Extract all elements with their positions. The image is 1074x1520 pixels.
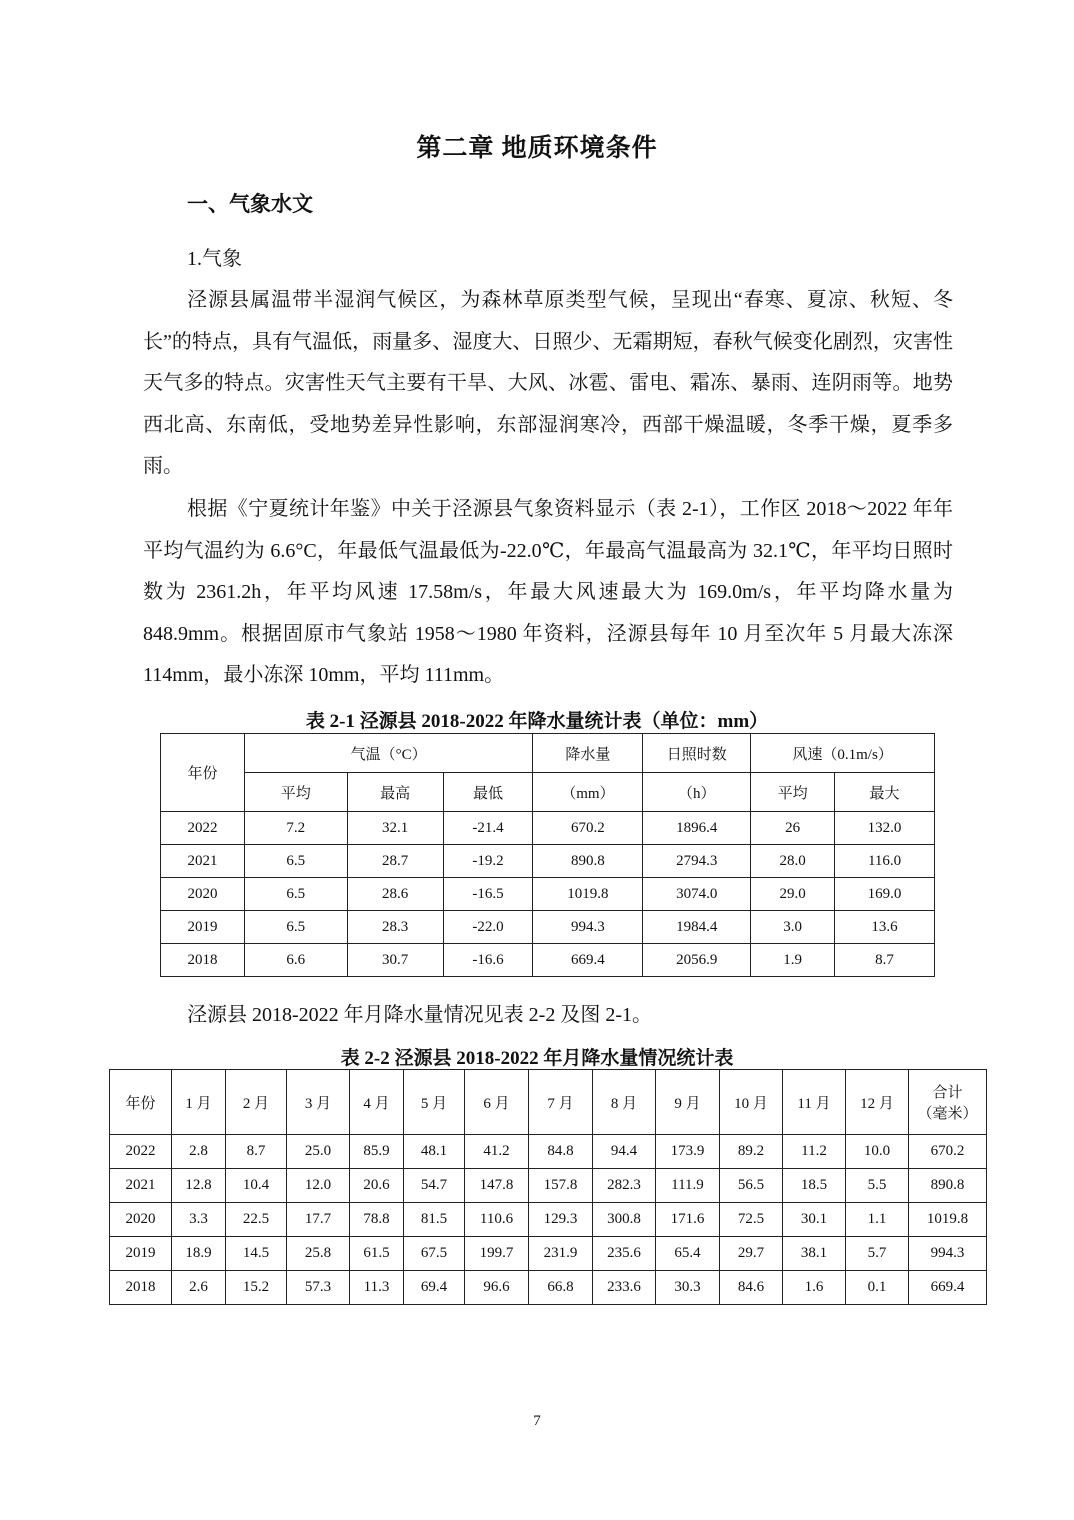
value-cell: 22.5 [226, 1203, 287, 1237]
value-cell: 670.2 [533, 812, 643, 845]
header-temp-avg: 平均 [244, 773, 347, 812]
value-cell: 30.1 [783, 1203, 846, 1237]
value-cell: 67.5 [404, 1237, 465, 1271]
header-month: 2 月 [226, 1070, 287, 1135]
value-cell: 169.0 [835, 878, 935, 911]
header-sunshine: 日照时数 [643, 734, 751, 773]
table1-body [161, 812, 935, 977]
value-cell: 96.6 [465, 1271, 529, 1305]
header-temperature: 气温（°C） [244, 734, 533, 773]
year-cell: 2019 [110, 1237, 172, 1271]
value-cell: 78.8 [350, 1203, 404, 1237]
year-cell: 2020 [110, 1203, 172, 1237]
year-cell: 2021 [161, 845, 245, 878]
value-cell: 235.6 [593, 1237, 656, 1271]
value-cell: 25.0 [287, 1135, 350, 1169]
value-cell: 116.0 [835, 845, 935, 878]
chapter-title: 第二章 地质环境条件 [416, 135, 658, 162]
value-cell: -22.0 [443, 911, 533, 944]
table-row [161, 878, 935, 911]
value-cell: 7.2 [244, 812, 347, 845]
header-month: 3 月 [287, 1070, 350, 1135]
value-cell: 5.5 [846, 1169, 909, 1203]
value-cell: 147.8 [465, 1169, 529, 1203]
value-cell: 72.5 [720, 1203, 783, 1237]
table2-body [110, 1135, 987, 1305]
value-cell: 1896.4 [643, 812, 751, 845]
value-cell: 94.4 [593, 1135, 656, 1169]
header-month: 9 月 [656, 1070, 720, 1135]
table-row [110, 1135, 987, 1169]
header-month: 11 月 [783, 1070, 846, 1135]
value-cell: 11.2 [783, 1135, 846, 1169]
paragraph-monthly-ref: 泾源县 2018-2022 年月降水量情况见表 2-2 及图 2-1。 [187, 1004, 652, 1026]
table-row [161, 944, 935, 977]
value-cell: 48.1 [404, 1135, 465, 1169]
header-temp-max: 最高 [347, 773, 443, 812]
header-month: 12 月 [846, 1070, 909, 1135]
value-cell: 41.2 [465, 1135, 529, 1169]
value-cell: 8.7 [226, 1135, 287, 1169]
paragraph-climate: 泾源县属温带半湿润气候区，为森林草原类型气候，呈现出“春寒、夏凉、秋短、冬长”的特点，具有气温低，雨量多、湿度大、日照少、无霜期短，春秋气候变化剧烈，灾害性天气多的特点。灾害性天气主要有干旱、大风、冰雹、雷电、霜冻、暴雨、连阴雨等。地势西北高、东南低，受地势差异性影响，东部湿润寒冷，西部干燥温暖，冬季干燥，夏季多雨。 [143, 289, 953, 477]
year-cell: 2022 [110, 1135, 172, 1169]
value-cell: 66.8 [529, 1271, 593, 1305]
value-cell: -19.2 [443, 845, 533, 878]
value-cell: 1019.8 [533, 878, 643, 911]
header-month: 5 月 [404, 1070, 465, 1135]
value-cell: 199.7 [465, 1237, 529, 1271]
total-cell: 670.2 [909, 1135, 987, 1169]
value-cell: 3074.0 [643, 878, 751, 911]
value-cell: 8.7 [835, 944, 935, 977]
value-cell: 38.1 [783, 1237, 846, 1271]
value-cell: 14.5 [226, 1237, 287, 1271]
table-row [161, 911, 935, 944]
value-cell: -16.5 [443, 878, 533, 911]
header-sunshine-unit: （h） [643, 773, 751, 812]
value-cell: 10.0 [846, 1135, 909, 1169]
value-cell: 25.8 [287, 1237, 350, 1271]
value-cell: 6.5 [244, 911, 347, 944]
value-cell: 3.3 [172, 1203, 226, 1237]
header-total-label: 合计 [932, 1085, 963, 1101]
paragraph-statistics: 根据《宁夏统计年鉴》中关于泾源县气象资料显示（表 2-1），工作区 2018～2022 年年平均气温约为 6.6°C，年最低气温最低为-22.0℃，年最高气温最高为 32.1℃，年平均日照时数为 2361.2h，年平均风速 17.58m/s，年最大风速最大为 169.0m/s，年平均降水量为 848.9mm。根据固原市气象站 1958～1980 年资料，泾源县每年 10 月至次年 5 月最大冻深 114mm，最小冻深 10mm，平均 111mm。 [143, 498, 953, 686]
value-cell: 32.1 [347, 812, 443, 845]
table1-climate-stats [160, 733, 935, 977]
value-cell: 57.3 [287, 1271, 350, 1305]
value-cell: 15.2 [226, 1271, 287, 1305]
value-cell: -21.4 [443, 812, 533, 845]
year-cell: 2021 [110, 1169, 172, 1203]
value-cell: 61.5 [350, 1237, 404, 1271]
header-month: 10 月 [720, 1070, 783, 1135]
value-cell: 1.9 [751, 944, 835, 977]
header-month: 1 月 [172, 1070, 226, 1135]
value-cell: 20.6 [350, 1169, 404, 1203]
total-cell: 669.4 [909, 1271, 987, 1305]
year-cell: 2018 [110, 1271, 172, 1305]
value-cell: 282.3 [593, 1169, 656, 1203]
header-month: 6 月 [465, 1070, 529, 1135]
value-cell: 69.4 [404, 1271, 465, 1305]
header-precip-unit: （mm） [533, 773, 643, 812]
year-cell: 2020 [161, 878, 245, 911]
header-month: 7 月 [529, 1070, 593, 1135]
value-cell: 28.7 [347, 845, 443, 878]
year-cell: 2022 [161, 812, 245, 845]
table2-header-row [110, 1070, 987, 1135]
table-row [110, 1237, 987, 1271]
value-cell: 85.9 [350, 1135, 404, 1169]
value-cell: 28.3 [347, 911, 443, 944]
header-precipitation: 降水量 [533, 734, 643, 773]
value-cell: 1984.4 [643, 911, 751, 944]
header-year: 年份 [110, 1070, 172, 1135]
value-cell: 56.5 [720, 1169, 783, 1203]
value-cell: 6.5 [244, 845, 347, 878]
value-cell: 111.9 [656, 1169, 720, 1203]
value-cell: 231.9 [529, 1237, 593, 1271]
value-cell: 18.9 [172, 1237, 226, 1271]
header-year: 年份 [161, 734, 245, 812]
value-cell: 12.0 [287, 1169, 350, 1203]
header-wind-max: 最大 [835, 773, 935, 812]
value-cell: 300.8 [593, 1203, 656, 1237]
value-cell: 11.3 [350, 1271, 404, 1305]
total-cell: 1019.8 [909, 1203, 987, 1237]
year-cell: 2019 [161, 911, 245, 944]
total-cell: 890.8 [909, 1169, 987, 1203]
value-cell: 2794.3 [643, 845, 751, 878]
header-wind-speed: 风速（0.1m/s） [751, 734, 935, 773]
value-cell: 132.0 [835, 812, 935, 845]
total-cell: 994.3 [909, 1237, 987, 1271]
year-cell: 2018 [161, 944, 245, 977]
value-cell: 81.5 [404, 1203, 465, 1237]
value-cell: 669.4 [533, 944, 643, 977]
value-cell: 29.7 [720, 1237, 783, 1271]
value-cell: 26 [751, 812, 835, 845]
header-total-unit: （毫米） [917, 1106, 978, 1122]
value-cell: -16.6 [443, 944, 533, 977]
value-cell: 13.6 [835, 911, 935, 944]
header-total [909, 1070, 987, 1135]
header-temp-min: 最低 [443, 773, 533, 812]
value-cell: 1.6 [783, 1271, 846, 1305]
value-cell: 10.4 [226, 1169, 287, 1203]
value-cell: 2056.9 [643, 944, 751, 977]
value-cell: 28.0 [751, 845, 835, 878]
page-number: 7 [533, 1413, 541, 1429]
value-cell: 65.4 [656, 1237, 720, 1271]
table-row [161, 845, 935, 878]
value-cell: 12.8 [172, 1169, 226, 1203]
value-cell: 84.8 [529, 1135, 593, 1169]
sub-heading: 1.气象 [187, 248, 242, 270]
value-cell: 28.6 [347, 878, 443, 911]
value-cell: 171.6 [656, 1203, 720, 1237]
header-month: 8 月 [593, 1070, 656, 1135]
table-row [110, 1203, 987, 1237]
value-cell: 233.6 [593, 1271, 656, 1305]
value-cell: 157.8 [529, 1169, 593, 1203]
value-cell: 29.0 [751, 878, 835, 911]
value-cell: 89.2 [720, 1135, 783, 1169]
value-cell: 890.8 [533, 845, 643, 878]
table2-caption: 表 2-2 泾源县 2018-2022 年月降水量情况统计表 [340, 1048, 734, 1069]
value-cell: 1.1 [846, 1203, 909, 1237]
value-cell: 3.0 [751, 911, 835, 944]
value-cell: 84.6 [720, 1271, 783, 1305]
table2-monthly-precipitation [109, 1069, 987, 1305]
value-cell: 54.7 [404, 1169, 465, 1203]
value-cell: 6.5 [244, 878, 347, 911]
value-cell: 5.7 [846, 1237, 909, 1271]
header-month: 4 月 [350, 1070, 404, 1135]
table-row [161, 812, 935, 845]
value-cell: 110.6 [465, 1203, 529, 1237]
value-cell: 6.6 [244, 944, 347, 977]
table-row [110, 1169, 987, 1203]
value-cell: 2.8 [172, 1135, 226, 1169]
value-cell: 173.9 [656, 1135, 720, 1169]
value-cell: 0.1 [846, 1271, 909, 1305]
value-cell: 994.3 [533, 911, 643, 944]
section-heading: 一、气象水文 [187, 192, 313, 216]
table-row [110, 1271, 987, 1305]
value-cell: 18.5 [783, 1169, 846, 1203]
header-wind-avg: 平均 [751, 773, 835, 812]
value-cell: 30.7 [347, 944, 443, 977]
value-cell: 30.3 [656, 1271, 720, 1305]
table1-caption: 表 2-1 泾源县 2018-2022 年降水量统计表（单位：mm） [305, 711, 769, 732]
value-cell: 17.7 [287, 1203, 350, 1237]
value-cell: 2.6 [172, 1271, 226, 1305]
value-cell: 129.3 [529, 1203, 593, 1237]
